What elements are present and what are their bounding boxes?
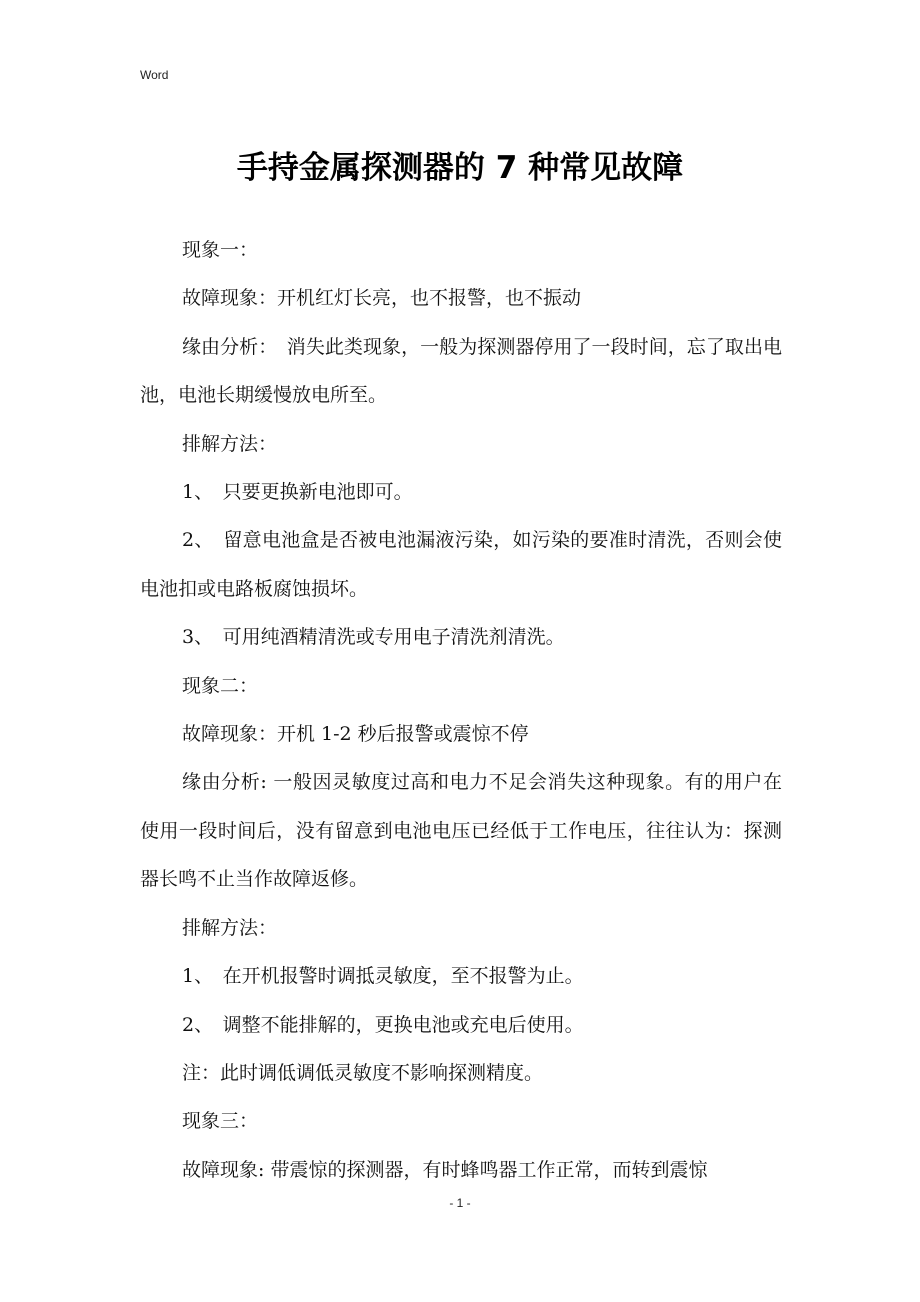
paragraph-11: 排解方法： <box>182 916 278 939</box>
paragraph-2: 故障现象：开机红灯长亮，也不报警，也不振动 <box>182 287 582 310</box>
paragraph-7: 3、 可用纯酒精清洗或专用电子清洗剂清洗。 <box>182 626 565 649</box>
paragraph-9: 故障现象：开机 1-2 秒后报警或震惊不停 <box>182 723 529 746</box>
paragraph-3: 缘由分析： 消失此类现象，一般为探测器停用了一段时间，忘了取出电池，电池长期缓慢放电所至。 <box>140 335 782 407</box>
paragraph-13: 2、 调整不能排解的，更换电池或充电后使用。 <box>182 1013 584 1036</box>
paragraph-5: 1、 只要更换新电池即可。 <box>182 481 413 504</box>
paragraph-1: 现象一： <box>182 239 259 261</box>
paragraph-16: 故障现象: 带震惊的探测器，有时蜂鸣器工作正常，而转到震惊 <box>182 1158 708 1181</box>
paragraph-4: 排解方法： <box>182 432 278 455</box>
paragraph-6: 2、 留意电池盒是否被电池漏液污染，如污染的要准时清洗，否则会使电池扣或电路板腐蚀损坏。 <box>140 529 782 600</box>
paragraph-14: 注：此时调低调低灵敏度不影响探测精度。 <box>182 1061 544 1084</box>
paragraph-12: 1、 在开机报警时调抵灵敏度，至不报警为止。 <box>182 965 584 988</box>
page-number: - 1 - <box>449 1196 471 1210</box>
document-body <box>140 226 782 1194</box>
paragraph-10: 缘由分析: 一般因灵敏度过高和电力不足会消失这种现象。有的用户在使用一段时间后，没有留意到电池电压已经低于工作电压，往往认为：探测器长鸣不止当作故障返修。 <box>140 771 782 891</box>
paragraph-15: 现象三： <box>182 1110 259 1133</box>
paragraph-8: 现象二： <box>182 674 259 697</box>
document-title: 手持金属探测器的 7 种常见故障 <box>236 150 684 186</box>
header-label: Word <box>140 68 169 82</box>
